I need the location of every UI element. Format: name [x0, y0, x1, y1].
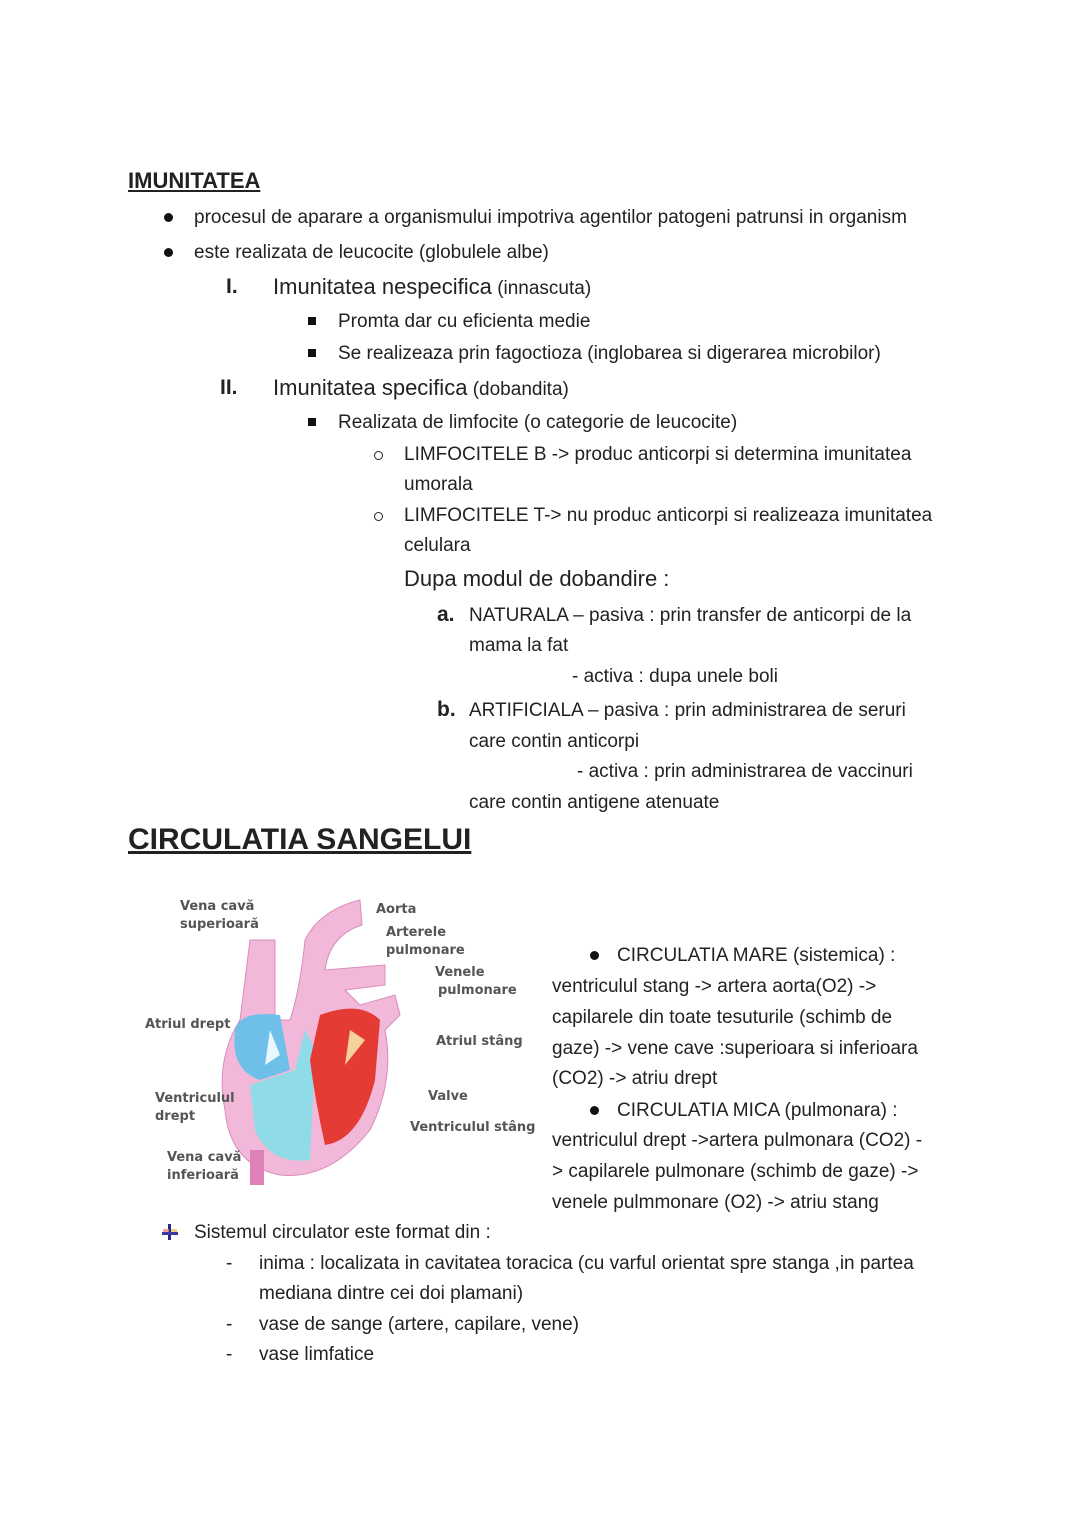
- list-item-cont: umorala: [404, 474, 473, 495]
- subsection-heading: [273, 275, 591, 301]
- label-ventriculul-stang: Ventriculul stâng: [410, 1120, 536, 1135]
- label-arterele: Arterele: [386, 925, 447, 940]
- square-bullet-icon: [308, 349, 316, 357]
- text-line: > capilarele pulmonare (schimb de gaze) ->: [552, 1161, 919, 1182]
- label-vena-cava-inf-2: inferioară: [167, 1168, 239, 1183]
- dash-bullet: -: [226, 1344, 233, 1365]
- label-vena-cava-sup-2: superioară: [180, 917, 259, 932]
- bullet-icon: [164, 248, 173, 257]
- text-line: ARTIFICIALA – pasiva : prin administrarea de seruri: [469, 700, 906, 721]
- label-valve: Valve: [428, 1089, 468, 1104]
- square-bullet-icon: [308, 418, 316, 426]
- list-item: vase de sange (artere, capilare, vene): [259, 1314, 580, 1335]
- list-item: Realizata de limfocite (o categorie de leucocite): [338, 412, 738, 433]
- bullet-icon: [164, 213, 173, 222]
- text-line: ventriculul drept ->artera pulmonara (CO2) -: [552, 1130, 923, 1151]
- bullet-icon: [590, 951, 599, 960]
- dobandire-title: Dupa modul de dobandire :: [404, 566, 670, 591]
- text-line: care contin antigene atenuate: [469, 792, 720, 813]
- subsection-note: (innascuta): [497, 278, 592, 299]
- dash-bullet: -: [226, 1314, 233, 1335]
- section-title-circulatia: CIRCULATIA SANGELUI: [128, 823, 472, 856]
- list-item: LIMFOCITELE T-> nu produc anticorpi si realizeaza imunitatea: [404, 505, 933, 526]
- heart-diagram: [130, 880, 540, 1200]
- label-ventriculul-drept: Ventriculul: [155, 1091, 235, 1106]
- list-item: LIMFOCITELE B -> produc anticorpi si determina imunitatea: [404, 444, 912, 465]
- circulatia-mare-heading: CIRCULATIA MARE (sistemica) :: [617, 945, 896, 966]
- subsection-note: (dobandita): [472, 379, 569, 400]
- numeral: I.: [226, 275, 238, 298]
- label-vena-cava-inf: Vena cavă: [167, 1150, 242, 1165]
- label-atriul-drept: Atriul drept: [145, 1017, 231, 1032]
- text-line: venele pulmmonare (O2) -> atriu stang: [552, 1192, 879, 1213]
- letter: b.: [437, 698, 456, 721]
- text-line: gaze) -> vene cave :superioara si inferioara: [552, 1038, 918, 1059]
- list-item: inima : localizata in cavitatea toracica (cu varful orientat spre stanga ,in partea: [259, 1253, 914, 1274]
- heart-drawing: [222, 900, 400, 1185]
- plus-arrow-icon: [161, 1223, 179, 1241]
- label-arterele-2: pulmonare: [386, 943, 465, 958]
- square-bullet-icon: [308, 317, 316, 325]
- list-item: Se realizeaza prin fagoctioza (inglobarea si digerarea microbilor): [338, 343, 881, 364]
- subsection-heading: [273, 376, 569, 402]
- text-line: mama la fat: [469, 635, 569, 656]
- list-item: vase limfatice: [259, 1344, 375, 1365]
- letter: a.: [437, 603, 455, 626]
- bullet-text: procesul de aparare a organismului impotriva agentilor patogeni patrunsi in organism: [194, 207, 907, 228]
- text-line: (CO2) -> atriu drept: [552, 1068, 718, 1089]
- section-title-imunitatea: IMUNITATEA: [128, 168, 261, 193]
- text-line: ventriculul stang -> artera aorta(O2) ->: [552, 976, 877, 997]
- text-line: care contin anticorpi: [469, 731, 640, 752]
- text-line: capilarele din toate tesuturile (schimb de: [552, 1007, 893, 1028]
- label-venele-2: pulmonare: [438, 983, 517, 998]
- list-item: Promta dar cu eficienta medie: [338, 311, 591, 332]
- dash-bullet: -: [226, 1253, 233, 1274]
- bullet-text: este realizata de leucocite (globulele albe): [194, 242, 549, 263]
- circle-bullet-icon: [374, 451, 383, 460]
- label-ventriculul-drept-2: drept: [155, 1109, 196, 1124]
- list-item-cont: celulara: [404, 535, 471, 556]
- circulatia-mica-heading: CIRCULATIA MICA (pulmonara) :: [617, 1100, 898, 1121]
- list-item-cont: mediana dintre cei doi plamani): [259, 1283, 524, 1304]
- text-line: - activa : dupa unele boli: [572, 666, 778, 687]
- text-line: NATURALA – pasiva : prin transfer de anticorpi de la: [469, 605, 912, 626]
- numeral: II.: [220, 376, 238, 399]
- label-atriul-stang: Atriul stâng: [436, 1034, 523, 1049]
- label-aorta: Aorta: [376, 902, 417, 917]
- bullet-icon: [590, 1106, 599, 1115]
- subsection-title: Imunitatea nespecifica: [273, 274, 492, 299]
- label-venele: Venele: [435, 965, 485, 980]
- label-vena-cava-sup: Vena cavă: [180, 899, 255, 914]
- circle-bullet-icon: [374, 512, 383, 521]
- sistem-heading: Sistemul circulator este format din :: [194, 1222, 491, 1243]
- text-line: - activa : prin administrarea de vaccinuri: [577, 761, 913, 782]
- subsection-title: Imunitatea specifica: [273, 375, 468, 400]
